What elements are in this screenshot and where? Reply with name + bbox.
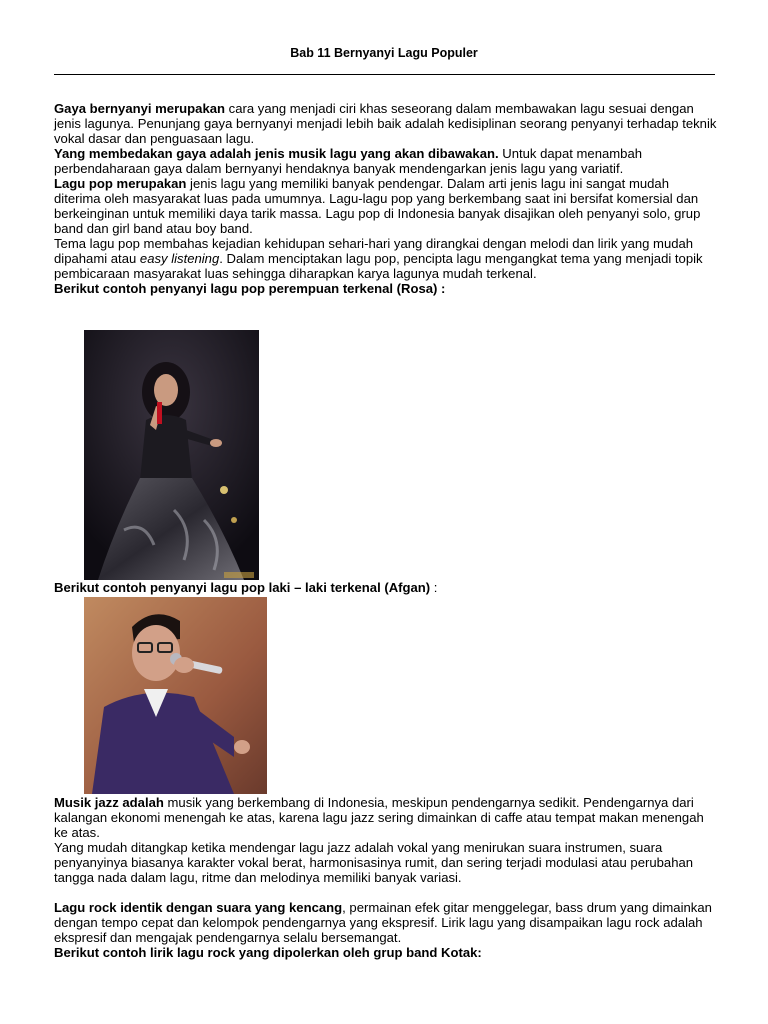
afgan-photo bbox=[84, 597, 267, 794]
rock-term: Lagu rock identik dengan suara yang kencang bbox=[54, 900, 343, 915]
rosa-caption bbox=[54, 281, 719, 296]
page-title: Bab 11 Bernyanyi Lagu Populer bbox=[290, 46, 478, 60]
jazz-rock-text-block bbox=[54, 795, 719, 960]
kotak-caption-text: Berikut contoh lirik lagu rock yang dipolerkan oleh grup band Kotak: bbox=[54, 945, 482, 960]
jazz-term: Musik jazz adalah bbox=[54, 795, 164, 810]
pop-term: Lagu pop merupakan bbox=[54, 176, 187, 191]
gaya-definition: cara yang menjadi ciri khas seseorang dalam membawakan lagu sesuai dengan jenis lagunya. Penunjang gaya bernyanyi menjadi lebih baik adalah kedisiplinan seorang penyanyi terhadap teknik vokal dasar dan penguasaan lagu. bbox=[54, 101, 717, 146]
kotak-caption bbox=[54, 945, 719, 960]
jazz-definition: musik yang berkembang di Indonesia, meskipun pendengarnya sedikit. Pendengarnya dari kalangan ekonomi menengah ke atas, karena lagu jazz sering dimainkan di caffe atau tempat makan menengah ke atas. bbox=[54, 795, 704, 840]
paragraph-jazz-2: Yang mudah ditangkap ketika mendengar lagu jazz adalah vokal yang menirukan suara instrumen, suara penyanyinya biasanya karakter vokal berat, harmonisasinya rumit, dan sering terjadi modulasi atau perubahan tangga nada dalam lagu, ritme dan melodinya memiliki banyak variasi. bbox=[54, 840, 694, 885]
rosa-caption-text: Berikut contoh penyanyi lagu pop perempuan terkenal (Rosa) : bbox=[54, 281, 446, 296]
paragraph-jazz bbox=[54, 795, 719, 840]
title-divider bbox=[54, 74, 715, 75]
paragraph-spacer bbox=[54, 885, 719, 900]
beda-term: Yang membedakan gaya adalah jenis musik lagu yang akan dibawakan. bbox=[54, 146, 499, 161]
rock-definition: , permainan efek gitar menggelegar, bass drum yang dimainkan dengan tempo cepat dan kelompok pendengarnya yang ekspresif. Lirik lagu yang disampaikan lagu rock adalah ekspresif dan mengajak pendengarnya selalu bersemangat. bbox=[54, 900, 712, 945]
beda-definition: Untuk dapat menambah perbendaharaan gaya dalam bernyanyi hendaknya banyak mendengarkan jenis lagu yang variatif. bbox=[54, 146, 643, 176]
tema-text-1: Tema lagu pop membahas kejadian kehidupan sehari-hari yang dirangkai dengan melodi dan lirik yang mudah dipahami atau bbox=[54, 236, 694, 266]
gaya-term: Gaya bernyanyi merupakan bbox=[54, 101, 226, 116]
intro-text-block bbox=[54, 101, 719, 296]
tema-text-2: . Dalam menciptakan lagu pop, pencipta lagu mengangkat tema yang menjadi topik pembicaraan masyarakat luas sehingga diharapkan karya lagunya mudah terkenal. bbox=[54, 251, 703, 281]
paragraph-tema bbox=[54, 236, 719, 281]
paragraph-beda bbox=[54, 146, 719, 176]
paragraph-pop bbox=[54, 176, 719, 236]
afgan-caption-tail: : bbox=[430, 580, 438, 595]
pop-definition: jenis lagu yang memiliki banyak pendengar. Dalam arti jenis lagu ini sangat mudah diterima oleh masyarakat luas pada umumnya. Lagu-lagu pop yang berkembang saat ini bersifat komersial dan berkeinginan untuk memiliki daya tarik massa. Lagu pop di Indonesia banyak disajikan oleh penyanyi solo, grup band dan girl band atau boy band. bbox=[54, 176, 701, 236]
easy-listening-term: easy listening bbox=[139, 251, 220, 266]
afgan-caption bbox=[54, 580, 719, 595]
rosa-photo bbox=[84, 330, 259, 580]
afgan-caption-line bbox=[54, 580, 719, 595]
paragraph-rock bbox=[54, 900, 719, 945]
paragraph-gaya bbox=[54, 101, 719, 146]
afgan-caption-text: Berikut contoh penyanyi lagu pop laki – laki terkenal (Afgan) bbox=[54, 580, 431, 595]
